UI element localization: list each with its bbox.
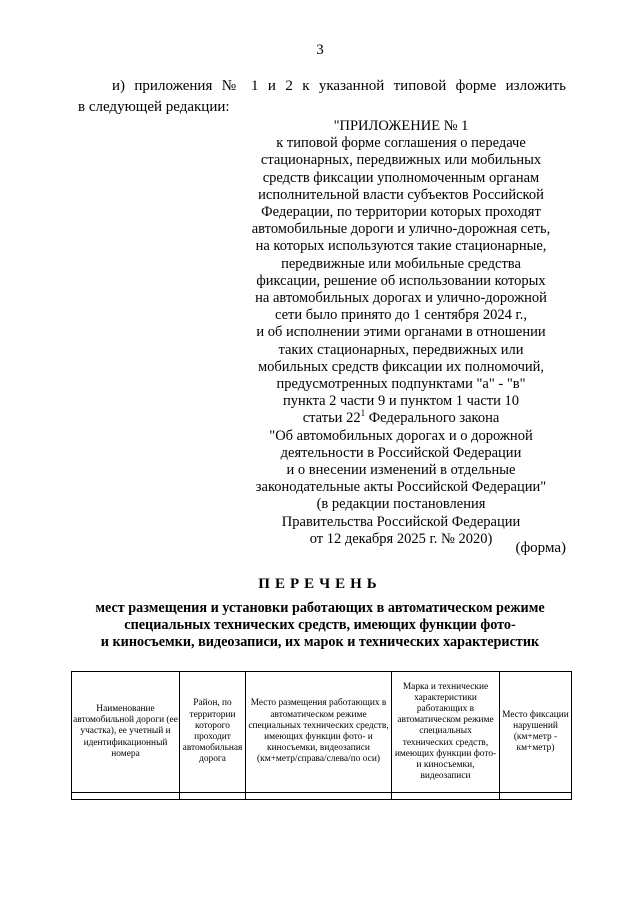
appendix-line: "Об автомобильных дорогах и о дорожной bbox=[269, 427, 533, 444]
header-brand-specs: Марка и технические характеристики работающих в автоматическом режиме специальных технических средств, имеющих функции фото- и киносъемки, видеозаписи bbox=[392, 672, 500, 793]
appendix-line: фиксации, решение об использовании которых bbox=[256, 272, 546, 289]
appendix-line: средств фиксации уполномоченным органам bbox=[262, 169, 540, 186]
appendix-line: таких стационарных, передвижных или bbox=[278, 341, 524, 358]
appendix-line: на автомобильных дорогах и улично-дорожной bbox=[255, 290, 547, 307]
table-cell bbox=[392, 793, 500, 800]
subtitle-line: мест размещения и установки работающих в автоматическом режиме bbox=[95, 600, 545, 616]
header-violation-place: Место фиксации нарушений (км+метр - км+метр) bbox=[500, 672, 572, 793]
appendix-line: сети было принято до 1 сентября 2024 г., bbox=[274, 307, 528, 324]
appendix-line: законодательные акты Российской Федерации" bbox=[255, 479, 547, 496]
table-cell bbox=[500, 793, 572, 800]
appendix-line: деятельности в Российской Федерации bbox=[280, 444, 522, 461]
appendix-line: передвижные или мобильные средства bbox=[281, 255, 521, 272]
appendix-line: (в редакции постановления bbox=[316, 496, 486, 513]
statute-text-after: Федерального закона bbox=[365, 410, 500, 427]
appendix-line: и об исполнении этими органами в отношении bbox=[256, 324, 546, 341]
document-title: ПЕРЕЧЕНЬ bbox=[258, 576, 382, 592]
appendix-statute-line bbox=[236, 410, 566, 427]
appendix-line: автомобильные дороги и улично-дорожная сеть, bbox=[251, 221, 551, 238]
intro-line-2: в следующей редакции: bbox=[78, 99, 230, 115]
table-row bbox=[72, 793, 572, 800]
table-header-row bbox=[72, 672, 572, 793]
statute-text: статьи 22 bbox=[302, 410, 361, 427]
appendix-line: стационарных, передвижных или мобильных bbox=[260, 152, 542, 169]
appendix-line: к типовой форме соглашения о передаче bbox=[276, 135, 526, 152]
subtitle-line: специальных технических средств, имеющих функции фото- bbox=[124, 617, 516, 633]
appendix-line: Правительства Российской Федерации bbox=[281, 513, 521, 530]
registry-table bbox=[71, 671, 572, 800]
subtitle-line: и киносъемки, видеозаписи, их марок и технических характеристик bbox=[100, 634, 540, 650]
table-cell bbox=[180, 793, 246, 800]
header-district: Район, по территории которого проходит автомобильная дорога bbox=[180, 672, 246, 793]
appendix-line: на которых используются такие стационарные, bbox=[255, 238, 547, 255]
appendix-header bbox=[236, 118, 566, 548]
intro-line-1: и) приложения № 1 и 2 к указанной типовой форме изложить bbox=[112, 78, 566, 94]
appendix-line: мобильных средств фиксации их полномочий, bbox=[257, 358, 545, 375]
appendix-line: "ПРИЛОЖЕНИЕ № 1 bbox=[333, 118, 469, 134]
table-cell bbox=[246, 793, 392, 800]
document-subtitle bbox=[60, 600, 580, 651]
form-label: (форма) bbox=[515, 540, 566, 556]
statute-superscript: 1 bbox=[360, 408, 366, 419]
appendix-line: пункта 2 части 9 и пунктом 1 части 10 bbox=[282, 393, 520, 410]
appendix-line: исполнительной власти субъектов Российской bbox=[258, 186, 544, 203]
table-cell bbox=[72, 793, 180, 800]
appendix-line: от 12 декабря 2025 г. № 2020) bbox=[309, 530, 493, 547]
appendix-line: и о внесении изменений в отдельные bbox=[286, 462, 516, 479]
intro-paragraph bbox=[78, 76, 566, 118]
page-number: 3 bbox=[316, 42, 324, 58]
header-placement: Место размещения работающих в автоматическом режиме специальных технических средств, имеющих функции фото- и киносъемки, видеозаписи (км+метр/справа/слева/по оси) bbox=[246, 672, 392, 793]
appendix-line: Федерации, по территории которых проходят bbox=[261, 204, 541, 221]
header-road-name: Наименование автомобильной дороги (ее участка), ее учетный и идентификационный номера bbox=[72, 672, 180, 793]
appendix-line: предусмотренных подпунктами "а" - "в" bbox=[276, 376, 526, 393]
